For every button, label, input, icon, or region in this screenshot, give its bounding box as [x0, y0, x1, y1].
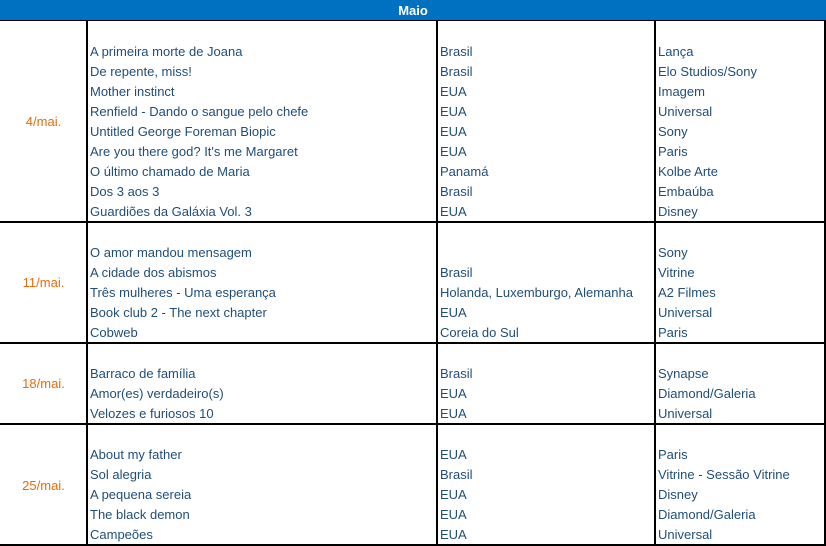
film-country: EUA	[440, 124, 467, 139]
film-country: EUA	[440, 104, 467, 119]
month-header	[0, 0, 826, 21]
column-divider	[86, 21, 88, 546]
film-title: Três mulheres - Uma esperança	[90, 285, 276, 300]
film-distributor: Embaúba	[658, 184, 714, 199]
film-distributor: Disney	[658, 204, 698, 219]
film-country: EUA	[440, 527, 467, 542]
film-country: EUA	[440, 447, 467, 462]
week-block-2	[0, 222, 826, 343]
film-country: EUA	[440, 406, 467, 421]
film-title: De repente, miss!	[90, 64, 192, 79]
row-divider	[0, 423, 826, 425]
week-date: 18/mai.	[22, 376, 65, 391]
column-divider	[654, 21, 656, 546]
film-distributor: Universal	[658, 104, 713, 119]
film-distributor: Vitrine - Sessão Vitrine	[658, 467, 790, 482]
film-title: Are you there god? It's me Margaret	[90, 144, 298, 159]
film-title: About my father	[90, 447, 182, 462]
film-distributor: A2 Filmes	[658, 285, 716, 300]
film-distributor: Universal	[658, 305, 713, 320]
film-title: Dos 3 aos 3	[90, 184, 160, 199]
film-title: The black demon	[90, 507, 190, 522]
film-title: A pequena sereia	[90, 487, 192, 502]
column-divider	[436, 21, 438, 546]
film-distributor: Diamond/Galeria	[658, 386, 756, 401]
film-country: Brasil	[440, 467, 473, 482]
film-country: EUA	[440, 386, 467, 401]
film-country: EUA	[440, 507, 467, 522]
film-distributor: Elo Studios/Sony	[658, 64, 758, 79]
film-title: Renfield - Dando o sangue pelo chefe	[90, 104, 309, 119]
film-country: EUA	[440, 144, 467, 159]
film-distributor: Universal	[658, 527, 713, 542]
film-distributor: Paris	[658, 325, 688, 340]
film-title: A primeira morte de Joana	[90, 44, 243, 59]
film-distributor: Paris	[658, 447, 688, 462]
week-date: 4/mai.	[25, 114, 62, 129]
film-country: EUA	[440, 84, 467, 99]
film-distributor: Diamond/Galeria	[658, 507, 756, 522]
week-block-4	[0, 424, 826, 546]
film-title: Cobweb	[90, 325, 138, 340]
film-distributor: Universal	[658, 406, 713, 421]
film-title: Guardiões da Galáxia Vol. 3	[90, 204, 252, 219]
week-date: 25/mai.	[22, 477, 65, 493]
film-title: Book club 2 - The next chapter	[90, 305, 267, 320]
film-distributor: Sony	[658, 245, 688, 260]
film-title: Amor(es) verdadeiro(s)	[90, 386, 224, 401]
film-country: Brasil	[440, 366, 473, 381]
film-country: Brasil	[440, 265, 473, 280]
film-distributor: Kolbe Arte	[658, 164, 718, 179]
film-country: EUA	[440, 487, 467, 502]
film-title: Campeões	[90, 527, 153, 542]
film-country: Brasil	[440, 64, 473, 79]
film-distributor: Lança	[658, 44, 694, 59]
week-date: 11/mai.	[22, 275, 65, 290]
film-country: EUA	[440, 204, 467, 219]
film-country: Panamá	[440, 164, 489, 179]
film-title: Untitled George Foreman Biopic	[90, 124, 276, 139]
film-distributor: Sony	[658, 124, 688, 139]
week-block-1	[0, 21, 826, 222]
row-divider	[0, 221, 826, 223]
film-distributor: Disney	[658, 487, 698, 502]
film-title: Sol alegria	[90, 467, 152, 482]
film-distributor: Synapse	[658, 366, 709, 381]
film-country: EUA	[440, 305, 467, 320]
film-distributor: Vitrine	[658, 265, 695, 280]
film-country: Holanda, Luxemburgo, Alemanha	[440, 285, 633, 300]
film-title: Mother instinct	[90, 84, 175, 99]
film-title: A cidade dos abismos	[90, 265, 217, 280]
film-country: Brasil	[440, 44, 473, 59]
film-distributor: Paris	[658, 144, 688, 159]
film-title: Barraco de família	[90, 366, 196, 381]
week-block-3	[0, 343, 826, 424]
month-title: Maio	[398, 2, 428, 18]
film-distributor: Imagem	[658, 84, 705, 99]
row-divider	[0, 342, 826, 344]
film-country: Coreia do Sul	[440, 325, 519, 340]
film-title: O amor mandou mensagem	[90, 245, 252, 260]
film-country: Brasil	[440, 184, 473, 199]
film-title: O último chamado de Maria	[90, 164, 250, 179]
film-title: Velozes e furiosos 10	[90, 406, 214, 421]
